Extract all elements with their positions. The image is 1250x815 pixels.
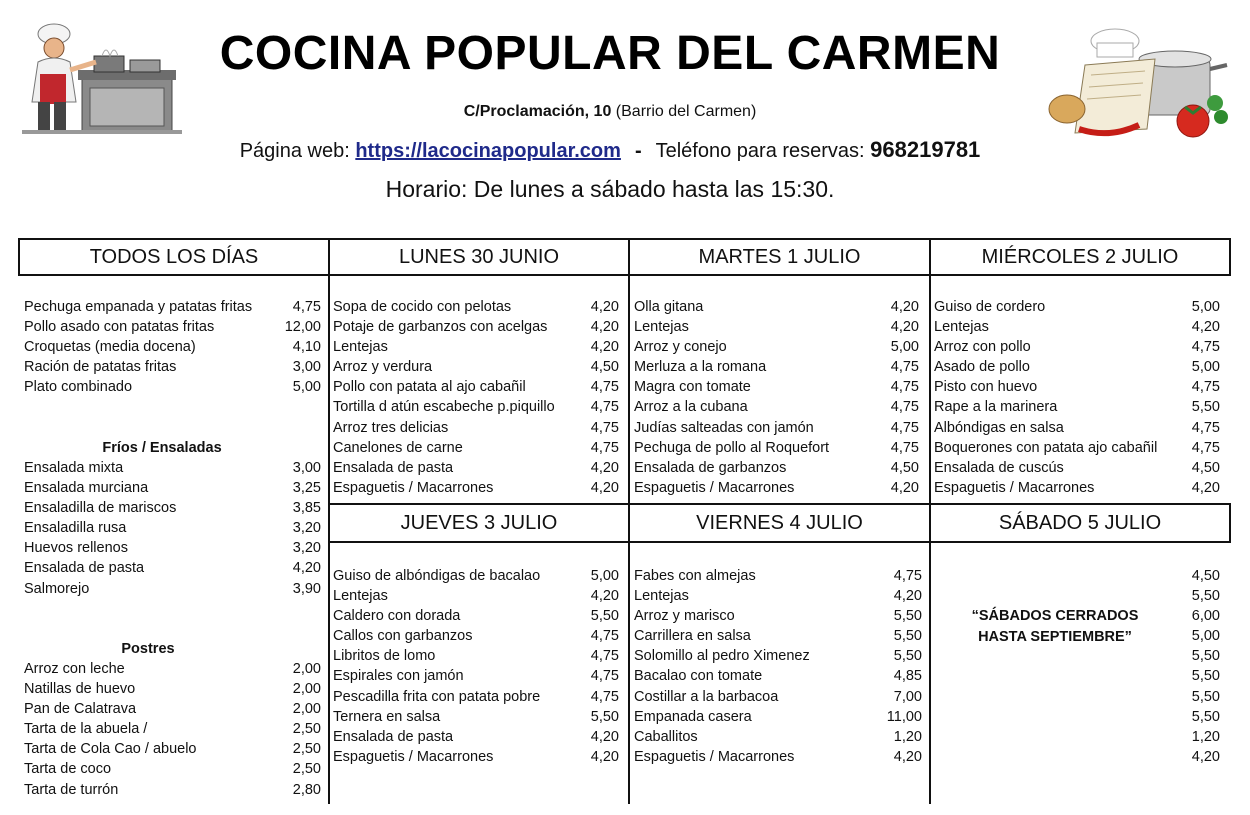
dish-name: Espirales con jamón bbox=[333, 668, 464, 685]
dish-name: Magra con tomate bbox=[634, 379, 751, 396]
list-item bbox=[934, 357, 1220, 377]
dish-name: Guiso de cordero bbox=[934, 299, 1046, 315]
list-item bbox=[24, 377, 321, 397]
dish-price: 4,20 bbox=[590, 479, 619, 496]
dish-name: Natillas de huevo bbox=[24, 681, 136, 698]
dish-price: 2,50 bbox=[292, 721, 321, 738]
dish-name: Tortilla d atún escabeche p.piquillo bbox=[333, 399, 555, 416]
dish-price: 4,20 bbox=[890, 299, 919, 315]
dish-price: 4,75 bbox=[590, 439, 619, 456]
dish-price: 3,20 bbox=[292, 540, 321, 557]
dish-name: Espaguetis / Macarrones bbox=[934, 479, 1095, 496]
dish-name: Bacalao con tomate bbox=[634, 668, 763, 685]
dish-name: Ensaladilla de mariscos bbox=[24, 500, 177, 517]
dish-name: Ración de patatas fritas bbox=[24, 359, 177, 376]
dish-name: Espaguetis / Macarrones bbox=[634, 748, 795, 765]
dish-price: 4,20 bbox=[1191, 319, 1220, 336]
dish-price: 4,75 bbox=[590, 688, 619, 705]
list-item bbox=[24, 558, 321, 578]
header-sabado: SÁBADO 5 JULIO bbox=[998, 512, 1162, 534]
dish-price: 5,50 bbox=[590, 608, 619, 625]
list-item bbox=[634, 586, 922, 606]
dish-name: Arroz tres delicias bbox=[333, 419, 449, 436]
dish-price: 5,00 bbox=[292, 379, 321, 396]
dish-price: 4,75 bbox=[292, 299, 321, 315]
dish-price: 4,10 bbox=[292, 339, 321, 356]
list-item bbox=[24, 317, 321, 337]
dish-name: Judías salteadas con jamón bbox=[634, 419, 814, 436]
dish-price: 2,00 bbox=[292, 701, 321, 718]
website-link[interactable]: https://lacocinapopular.com bbox=[355, 140, 621, 162]
address-street: C/Proclamación, 10 bbox=[463, 103, 612, 120]
address bbox=[150, 103, 1070, 121]
dish-name: Merluza a la romana bbox=[634, 359, 767, 376]
list-item bbox=[24, 498, 321, 518]
list-item bbox=[634, 626, 922, 646]
dish-price: 4,20 bbox=[893, 588, 922, 605]
list-item bbox=[1180, 727, 1220, 747]
dish-name: Pisto con huevo bbox=[934, 379, 1038, 396]
dish-name: Ensaladilla rusa bbox=[24, 520, 127, 537]
contact-line bbox=[150, 137, 1070, 163]
dish-name: Costillar a la barbacoa bbox=[634, 688, 779, 705]
dish-price: 3,85 bbox=[292, 500, 321, 517]
dish-price: 3,20 bbox=[292, 520, 321, 537]
dish-price: 12,00 bbox=[284, 319, 321, 336]
dish-name: Guiso de albóndigas de bacalao bbox=[333, 568, 541, 584]
list-item bbox=[934, 397, 1220, 417]
dish-price: 5,50 bbox=[1191, 648, 1220, 665]
dish-name: Ternera en salsa bbox=[333, 708, 441, 725]
dish-price: 4,75 bbox=[1191, 419, 1220, 436]
dish-price: 2,00 bbox=[292, 681, 321, 698]
dish-name: Tarta de turrón bbox=[24, 781, 119, 798]
list-item bbox=[333, 707, 619, 727]
list-item bbox=[333, 747, 619, 767]
list-item bbox=[634, 397, 919, 417]
list-item bbox=[634, 727, 922, 747]
list-item bbox=[333, 397, 619, 417]
dish-name: Pan de Calatrava bbox=[24, 701, 137, 718]
list-item bbox=[333, 586, 619, 606]
saturday-closed-note bbox=[935, 606, 1175, 648]
dish-name: Arroz a la cubana bbox=[634, 399, 748, 416]
list-item bbox=[1180, 646, 1220, 666]
dish-price: 4,20 bbox=[1191, 479, 1220, 496]
dish-price: 4,20 bbox=[292, 560, 321, 577]
section-title-frios: Fríos / Ensaladas bbox=[102, 440, 222, 456]
opening-hours: Horario: De lunes a sábado hasta las 15:30. bbox=[385, 176, 835, 202]
dish-name: Ensalada murciana bbox=[24, 480, 149, 497]
dish-name: Ensalada de pasta bbox=[333, 459, 454, 476]
list-item bbox=[634, 357, 919, 377]
dish-name: Lentejas bbox=[934, 319, 989, 336]
dish-price: 4,75 bbox=[890, 399, 919, 416]
list-item bbox=[1180, 666, 1220, 686]
list-item bbox=[934, 418, 1220, 438]
dish-name: Pechuga de pollo al Roquefort bbox=[634, 439, 830, 456]
dish-price: 5,00 bbox=[1191, 359, 1220, 376]
dish-price: 4,75 bbox=[890, 359, 919, 376]
dish-name: Pollo con patata al ajo cabañil bbox=[333, 379, 526, 396]
dish-price: 4,75 bbox=[1191, 339, 1220, 356]
list-item bbox=[634, 707, 922, 727]
dish-name: Arroz con pollo bbox=[934, 339, 1031, 356]
list-item bbox=[24, 719, 321, 739]
dish-price: 5,50 bbox=[1191, 399, 1220, 416]
dish-name: Albóndigas en salsa bbox=[934, 419, 1064, 436]
list-item bbox=[1180, 747, 1220, 767]
dish-name: Salmorejo bbox=[24, 580, 90, 597]
grid-right-border-top bbox=[1229, 238, 1231, 276]
dish-price: 3,25 bbox=[292, 480, 321, 497]
list-item bbox=[24, 659, 321, 679]
dish-price: 4,20 bbox=[1191, 748, 1220, 765]
list-item bbox=[1180, 707, 1220, 727]
dish-price: 4,20 bbox=[590, 588, 619, 605]
list-item bbox=[934, 478, 1220, 498]
dish-price: 4,50 bbox=[890, 459, 919, 476]
list-item bbox=[24, 579, 321, 599]
dish-name: Carrillera en salsa bbox=[634, 628, 751, 645]
phone-number: 968219781 bbox=[870, 137, 981, 162]
dish-name: Ensalada mixta bbox=[24, 460, 124, 476]
dish-price: 4,20 bbox=[590, 299, 619, 315]
dish-name: Lentejas bbox=[634, 588, 689, 605]
dish-price: 6,00 bbox=[1191, 608, 1220, 625]
todos-main-list bbox=[24, 297, 321, 397]
dish-price: 2,80 bbox=[292, 781, 321, 798]
list-item bbox=[1180, 566, 1220, 586]
list-item bbox=[24, 538, 321, 558]
dish-name: Arroz con leche bbox=[24, 661, 125, 677]
miercoles-list bbox=[934, 297, 1220, 498]
dish-price: 1,20 bbox=[1191, 728, 1220, 745]
list-item bbox=[634, 317, 919, 337]
list-item bbox=[333, 297, 619, 317]
grid-mid-bottom bbox=[328, 541, 1231, 543]
dish-price: 4,20 bbox=[590, 339, 619, 356]
dish-price: 4,75 bbox=[890, 439, 919, 456]
list-item bbox=[24, 739, 321, 759]
dish-price: 5,50 bbox=[1191, 708, 1220, 725]
recipe-book-pot-icon bbox=[1045, 25, 1230, 143]
list-item bbox=[1180, 626, 1220, 646]
web-label: Página web: bbox=[239, 140, 356, 162]
list-item bbox=[333, 478, 619, 498]
dish-name: Canelones de carne bbox=[333, 439, 463, 456]
saturday-note-line-2: HASTA SEPTIEMBRE” bbox=[978, 629, 1132, 645]
address-neighborhood: (Barrio del Carmen) bbox=[611, 103, 757, 120]
dish-price: 5,50 bbox=[893, 608, 922, 625]
header-miercoles: MIÉRCOLES 2 JULIO bbox=[981, 246, 1179, 268]
phone-label: Teléfono para reservas: bbox=[655, 140, 871, 162]
dish-price: 5,00 bbox=[1191, 299, 1220, 315]
header-viernes: VIERNES 4 JULIO bbox=[696, 512, 863, 534]
dish-name: Rape a la marinera bbox=[934, 399, 1058, 416]
dish-name: Tarta de la abuela / bbox=[24, 721, 148, 738]
dish-price: 11,00 bbox=[886, 708, 922, 725]
list-item bbox=[634, 377, 919, 397]
list-item bbox=[333, 438, 619, 458]
dish-price: 2,50 bbox=[292, 741, 321, 758]
dish-price: 4,75 bbox=[590, 648, 619, 665]
list-item bbox=[333, 666, 619, 686]
list-item bbox=[1180, 687, 1220, 707]
dish-price: 1,20 bbox=[893, 728, 922, 745]
dish-price: 5,50 bbox=[893, 628, 922, 645]
dish-price: 5,00 bbox=[890, 339, 919, 356]
lunes-list bbox=[333, 297, 619, 498]
grid-header-bottom bbox=[18, 274, 1231, 276]
dish-name: Pollo asado con patatas fritas bbox=[24, 319, 215, 336]
list-item bbox=[333, 458, 619, 478]
list-item bbox=[934, 377, 1220, 397]
header-martes: MARTES 1 JULIO bbox=[698, 246, 861, 268]
list-item bbox=[934, 317, 1220, 337]
list-item bbox=[934, 297, 1220, 317]
dish-name: Plato combinado bbox=[24, 379, 133, 396]
section-title-postres: Postres bbox=[121, 641, 175, 657]
dish-name: Asado de pollo bbox=[934, 359, 1030, 376]
list-item bbox=[24, 337, 321, 357]
list-item bbox=[333, 646, 619, 666]
list-item bbox=[24, 679, 321, 699]
dish-name: Empanada casera bbox=[634, 708, 752, 725]
dish-price: 4,20 bbox=[590, 459, 619, 476]
header-jueves: JUEVES 3 JULIO bbox=[400, 512, 558, 534]
header-lunes: LUNES 30 JUNIO bbox=[398, 246, 560, 268]
list-item bbox=[634, 747, 922, 767]
dish-price: 4,75 bbox=[590, 628, 619, 645]
dish-price: 4,20 bbox=[590, 319, 619, 336]
list-item bbox=[333, 687, 619, 707]
list-item bbox=[24, 699, 321, 719]
dish-price: 3,90 bbox=[292, 580, 321, 597]
list-item bbox=[24, 518, 321, 538]
dish-name: Pescadilla frita con patata pobre bbox=[333, 688, 541, 705]
list-item bbox=[634, 646, 922, 666]
dish-price: 5,50 bbox=[1191, 668, 1220, 685]
dish-name: Espaguetis / Macarrones bbox=[333, 479, 494, 496]
dish-price: 4,75 bbox=[893, 568, 922, 584]
postres-list bbox=[24, 659, 321, 800]
list-item bbox=[333, 317, 619, 337]
saturday-note-line-1: “SÁBADOS CERRADOS bbox=[971, 608, 1139, 624]
dish-price: 4,75 bbox=[590, 379, 619, 396]
list-item bbox=[333, 566, 619, 586]
dish-name: Libritos de lomo bbox=[333, 648, 436, 665]
dish-price: 3,00 bbox=[292, 460, 321, 476]
dish-name: Arroz y conejo bbox=[634, 339, 727, 356]
list-item bbox=[634, 666, 922, 686]
list-item bbox=[24, 759, 321, 779]
dish-name: Arroz y marisco bbox=[634, 608, 735, 625]
dish-price: 4,75 bbox=[590, 419, 619, 436]
dish-price: 4,75 bbox=[1191, 439, 1220, 456]
dish-name: Lentejas bbox=[333, 339, 388, 356]
dish-price: 4,75 bbox=[590, 399, 619, 416]
dish-price: 3,00 bbox=[292, 359, 321, 376]
dish-price: 4,20 bbox=[590, 748, 619, 765]
dish-name: Callos con garbanzos bbox=[333, 628, 473, 645]
list-item bbox=[1180, 586, 1220, 606]
dish-name: Caballitos bbox=[634, 728, 698, 745]
list-item bbox=[634, 458, 919, 478]
dish-name: Boquerones con patata ajo cabañil bbox=[934, 439, 1158, 456]
dish-name: Arroz y verdura bbox=[333, 359, 433, 376]
dish-price: 4,50 bbox=[1191, 459, 1220, 476]
list-item bbox=[333, 418, 619, 438]
list-item bbox=[634, 606, 922, 626]
dish-price: 4,75 bbox=[590, 668, 619, 685]
dish-price: 7,00 bbox=[893, 688, 922, 705]
list-item bbox=[24, 297, 321, 317]
dish-name: Ensalada de cuscús bbox=[934, 459, 1064, 476]
dish-price: 4,20 bbox=[893, 748, 922, 765]
list-item bbox=[333, 377, 619, 397]
list-item bbox=[934, 337, 1220, 357]
dish-name: Pechuga empanada y patatas fritas bbox=[24, 299, 253, 315]
list-item bbox=[634, 478, 919, 498]
grid-right-border-mid bbox=[1229, 503, 1231, 543]
dish-price: 4,50 bbox=[1191, 568, 1220, 584]
dish-name: Ensalada de pasta bbox=[333, 728, 454, 745]
frios-list bbox=[24, 458, 321, 599]
list-item bbox=[333, 337, 619, 357]
dish-price: 4,20 bbox=[890, 319, 919, 336]
dish-name: Ensalada de garbanzos bbox=[634, 459, 787, 476]
dish-name: Sopa de cocido con pelotas bbox=[333, 299, 512, 315]
list-item bbox=[634, 297, 919, 317]
list-item bbox=[333, 357, 619, 377]
dish-price: 5,00 bbox=[1191, 628, 1220, 645]
list-item bbox=[634, 566, 922, 586]
martes-list bbox=[634, 297, 919, 498]
dish-name: Tarta de coco bbox=[24, 761, 112, 778]
dish-price: 4,50 bbox=[590, 359, 619, 376]
list-item bbox=[24, 357, 321, 377]
viernes-list bbox=[634, 566, 922, 767]
dish-price: 4,85 bbox=[893, 668, 922, 685]
list-item bbox=[634, 418, 919, 438]
dish-price: 5,50 bbox=[1191, 688, 1220, 705]
dish-name: Lentejas bbox=[634, 319, 689, 336]
list-item bbox=[634, 438, 919, 458]
dish-price: 2,00 bbox=[292, 661, 321, 677]
dish-name: Tarta de Cola Cao / abuelo bbox=[24, 741, 197, 758]
dish-name: Ensalada de pasta bbox=[24, 560, 145, 577]
dish-name: Lentejas bbox=[333, 588, 388, 605]
dish-price: 4,75 bbox=[1191, 379, 1220, 396]
dish-name: Potaje de garbanzos con acelgas bbox=[333, 319, 548, 336]
dish-price: 5,50 bbox=[893, 648, 922, 665]
header-todos-los-dias: TODOS LOS DÍAS bbox=[89, 246, 259, 268]
dish-name: Croquetas (media docena) bbox=[24, 339, 196, 356]
dish-price: 5,50 bbox=[590, 708, 619, 725]
dish-name: Espaguetis / Macarrones bbox=[634, 479, 795, 496]
list-item bbox=[634, 337, 919, 357]
dish-price: 4,75 bbox=[890, 379, 919, 396]
list-item bbox=[24, 478, 321, 498]
list-item bbox=[1180, 606, 1220, 626]
dish-price: 2,50 bbox=[292, 761, 321, 778]
dish-price: 4,20 bbox=[590, 728, 619, 745]
list-item bbox=[333, 626, 619, 646]
list-item bbox=[333, 727, 619, 747]
list-item bbox=[333, 606, 619, 626]
list-item bbox=[634, 687, 922, 707]
dish-price: 4,20 bbox=[890, 479, 919, 496]
list-item bbox=[934, 438, 1220, 458]
dish-name: Caldero con dorada bbox=[333, 608, 461, 625]
list-item bbox=[934, 458, 1220, 478]
dish-price: 5,00 bbox=[590, 568, 619, 584]
page-title: COCINA POPULAR DEL CARMEN bbox=[219, 27, 1001, 80]
separator: - bbox=[634, 140, 642, 162]
dish-name: Fabes con almejas bbox=[634, 568, 756, 584]
dish-name: Espaguetis / Macarrones bbox=[333, 748, 494, 765]
dish-name: Huevos rellenos bbox=[24, 540, 128, 557]
dish-name: Solomillo al pedro Ximenez bbox=[634, 648, 810, 665]
list-item bbox=[24, 780, 321, 800]
jueves-list bbox=[333, 566, 619, 767]
dish-name: Olla gitana bbox=[634, 299, 704, 315]
dish-price: 4,75 bbox=[890, 419, 919, 436]
sabado-price-list bbox=[1180, 566, 1220, 767]
dish-price: 5,50 bbox=[1191, 588, 1220, 605]
list-item bbox=[24, 458, 321, 478]
